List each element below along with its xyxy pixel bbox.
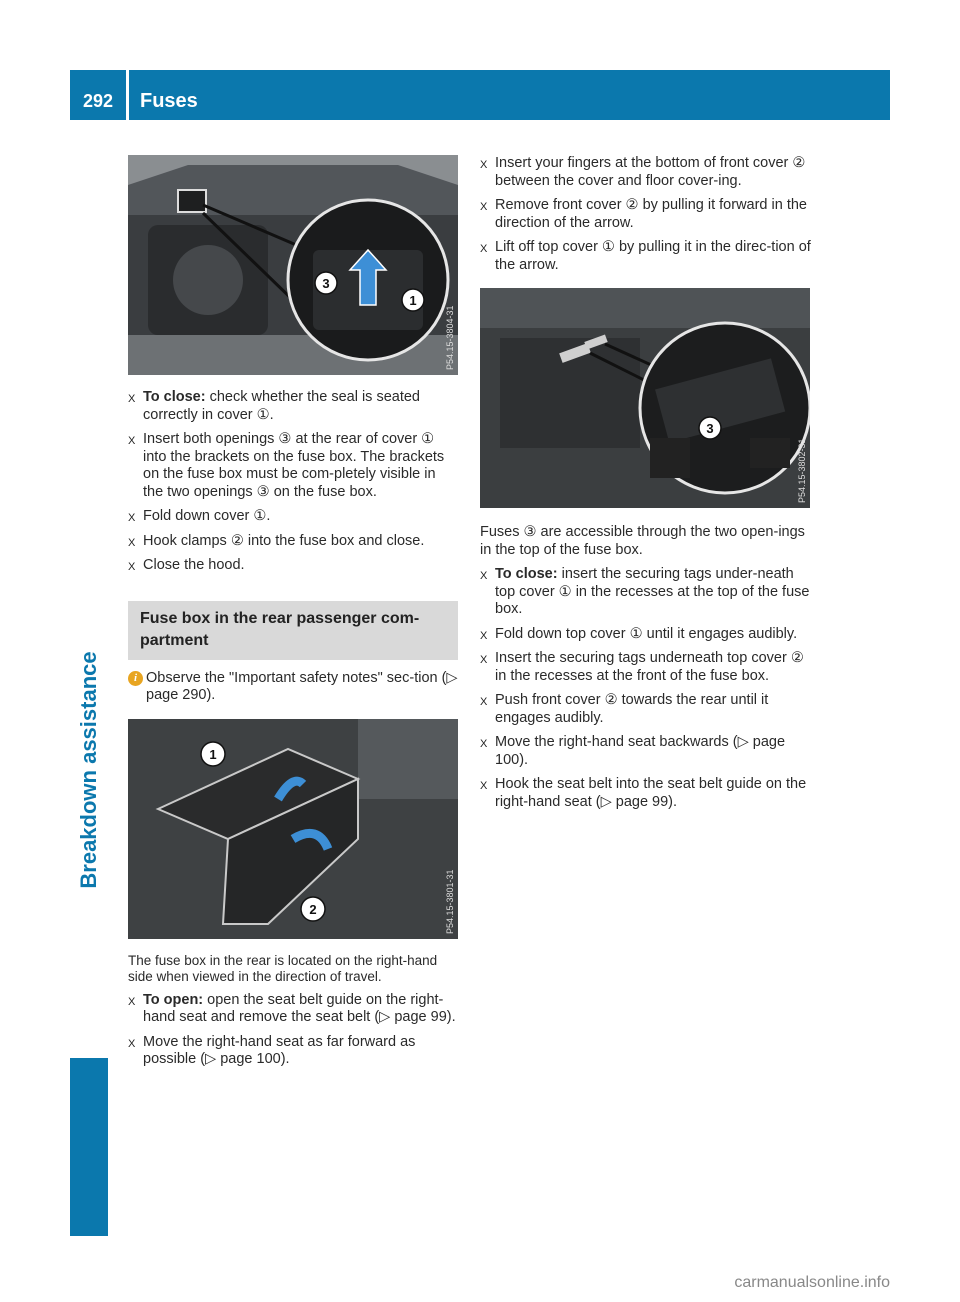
step-text: Insert your fingers at the bottom of front cover ② between the cover and floor cover-ing. xyxy=(495,155,806,189)
step-item xyxy=(128,389,458,424)
step-marker: X xyxy=(480,696,488,708)
step-item xyxy=(480,776,812,811)
step-text: Move the right-hand seat as far forward as possible (▷ page 100). xyxy=(143,1033,416,1067)
info-icon: i xyxy=(128,671,143,686)
section-heading: Fuse box in the rear passenger com-partment xyxy=(128,601,458,660)
fuse-access-text: Fuses ③ are accessible through the two open-ings in the top of the fuse box. xyxy=(480,524,805,558)
step-item xyxy=(480,197,812,232)
step-text: Insert both openings ③ at the rear of cover ① into the brackets on the fuse box. The brackets on the fuse box must be com-pletely visible in the two openings ③ on the fuse box. xyxy=(143,431,445,500)
step-marker: X xyxy=(480,629,488,642)
step-item xyxy=(480,239,812,274)
step-marker: X xyxy=(128,536,136,549)
step-item xyxy=(128,508,458,526)
rear-cover-illustration xyxy=(128,719,458,939)
step-lead: To open: xyxy=(143,991,204,1008)
step-text: Hook clamps ② into the fuse box and close. xyxy=(143,532,425,549)
left-column xyxy=(128,155,458,1069)
step-item xyxy=(480,650,812,685)
step-marker: X xyxy=(480,570,488,582)
figure-code: P54.15-3801-31 xyxy=(445,868,455,934)
step-marker: X xyxy=(480,201,488,213)
step-text: Move the right-hand seat backwards (▷ page 100). xyxy=(495,734,786,768)
step-marker: X xyxy=(480,243,488,255)
step-text: insert the securing tags under-neath top cover ① in the recesses at the top of the fuse box. xyxy=(495,566,810,617)
fuse-openings-illustration xyxy=(480,288,810,508)
callout-3: 3 xyxy=(706,421,714,436)
page-number: 292 xyxy=(82,91,114,111)
side-tab-label: Breakdown assistance xyxy=(76,651,101,889)
callout-1: 1 xyxy=(409,293,417,308)
callout-3: 3 xyxy=(322,276,330,291)
figure-code: P54.15-3802-31 xyxy=(797,438,807,503)
step-lead: To close: xyxy=(143,389,206,405)
step-marker: X xyxy=(128,995,136,1008)
step-marker: X xyxy=(128,435,136,447)
watermark: carmanualsonline.info xyxy=(734,1274,890,1291)
step-text: open the seat belt guide on the right-hand seat and remove the seat belt (▷ page 99). xyxy=(143,991,456,1025)
step-text: Hook the seat belt into the seat belt guide on the right-hand seat (▷ page 99). xyxy=(495,776,807,810)
section-title: Fuses xyxy=(140,90,198,112)
figure-code: P54.15-3804-31 xyxy=(445,305,455,370)
close-steps-right xyxy=(480,566,812,811)
step-text: Fold down top cover ① until it engages audibly. xyxy=(495,625,798,642)
header-divider xyxy=(126,70,129,120)
step-marker: X xyxy=(480,738,488,750)
step-marker: X xyxy=(128,1037,136,1050)
figure-caption: The fuse box in the rear is located on the right-hand side when viewed in the direction of travel. xyxy=(128,952,438,984)
step-text: check whether the seal is seated correctly in cover ①. xyxy=(143,389,420,423)
step-item xyxy=(480,734,812,769)
step-marker: X xyxy=(480,654,488,666)
note-text: Observe the "Important safety notes" sec-tion (▷ page 290). xyxy=(146,669,458,703)
step-marker: X xyxy=(128,512,136,524)
step-text: Push front cover ② towards the rear until it engages audibly. xyxy=(495,692,769,726)
step-item xyxy=(128,557,458,575)
step-item xyxy=(480,155,812,190)
step-marker: X xyxy=(480,780,488,792)
close-steps xyxy=(128,389,458,575)
rear-fuse-cover-photo xyxy=(128,719,458,939)
step-item xyxy=(128,992,458,1027)
right-column xyxy=(480,155,812,811)
step-item xyxy=(480,692,812,727)
step-marker: X xyxy=(128,393,136,405)
step-marker: X xyxy=(128,561,136,573)
engine-bay-photo xyxy=(128,155,458,375)
remove-steps xyxy=(480,155,812,274)
step-item xyxy=(480,566,812,619)
step-text: Lift off top cover ① by pulling it in the direc-tion of the arrow. xyxy=(495,239,811,273)
step-lead: To close: xyxy=(495,566,558,582)
info-note xyxy=(128,670,458,705)
step-marker: X xyxy=(480,159,488,171)
step-text: Remove front cover ② by pulling it forward in the direction of the arrow. xyxy=(495,197,807,231)
step-text: Fold down cover ①. xyxy=(143,508,271,524)
callout-1: 1 xyxy=(209,746,217,762)
side-tab-block xyxy=(70,1058,108,1236)
fuse-openings-photo xyxy=(480,288,810,508)
step-item xyxy=(128,431,458,501)
step-item xyxy=(128,1034,458,1069)
step-text: Close the hood. xyxy=(143,557,245,573)
step-item xyxy=(128,533,458,551)
callout-2: 2 xyxy=(309,901,317,917)
open-steps xyxy=(128,992,458,1069)
step-item xyxy=(480,626,812,644)
engine-bay-illustration xyxy=(128,155,458,375)
step-text: Insert the securing tags underneath top cover ② in the recesses at the front of the fuse box. xyxy=(495,650,804,684)
